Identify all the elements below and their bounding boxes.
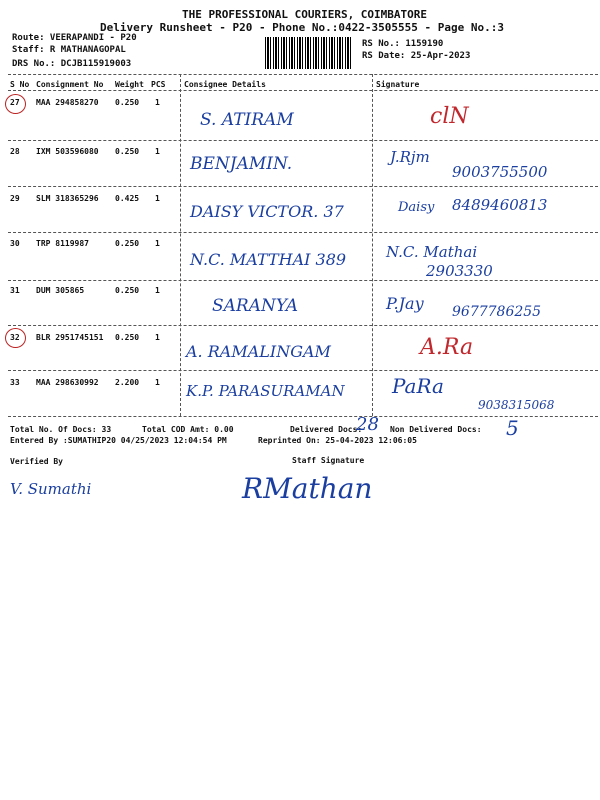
- consignee-name: K.P. PARASURAMAN: [186, 382, 345, 400]
- phone-number: 9003755500: [452, 163, 548, 181]
- row-weight: 0.425: [115, 194, 140, 203]
- row-pcs: 1: [155, 286, 160, 295]
- signature: PaRa: [392, 374, 444, 398]
- col-weight: Weight: [115, 80, 144, 89]
- phone-number: 8489460813: [452, 196, 548, 214]
- circle-mark: [5, 328, 26, 348]
- verified-by-label: Verified By: [10, 457, 63, 466]
- row-sno: 28: [10, 147, 20, 156]
- total-docs: Total No. Of Docs: 33: [10, 425, 112, 434]
- staff-signature-label: Staff Signature: [292, 456, 365, 465]
- row-pcs: 1: [155, 378, 160, 387]
- row-consignment: MAA 298630992: [36, 378, 99, 387]
- consignee-name: S. ATIRAM: [200, 110, 294, 130]
- row-consignment: BLR 2951745151: [36, 333, 104, 342]
- col-pcs: PCS: [151, 80, 166, 89]
- row-consignment: TRP 8119987: [36, 239, 89, 248]
- signature: A.Ra: [420, 335, 474, 360]
- circle-mark: [5, 94, 26, 114]
- signature: P.Jay: [386, 294, 424, 313]
- reprinted-on: Reprinted On: 25-04-2023 12:06:05: [258, 436, 417, 445]
- row-weight: 0.250: [115, 239, 140, 248]
- row-weight: 0.250: [115, 147, 140, 156]
- row-sno: 33: [10, 378, 20, 387]
- consignee-name: A. RAMALINGAM: [186, 342, 331, 361]
- delivered-docs-value: 28: [356, 414, 379, 435]
- row-pcs: 1: [155, 98, 160, 107]
- row-pcs: 1: [155, 194, 160, 203]
- signature: N.C. Mathai: [386, 243, 478, 261]
- row-pcs: 1: [155, 333, 160, 342]
- verified-signature: V. Sumathi: [10, 480, 92, 498]
- rs-date: RS Date: 25-Apr-2023: [362, 51, 471, 61]
- signature: J.Rjm: [390, 148, 430, 166]
- row-sno: 27: [10, 98, 20, 107]
- row-weight: 2.200: [115, 378, 140, 387]
- signature: clN: [430, 104, 469, 129]
- row-weight: 0.250: [115, 333, 140, 342]
- non-delivered-docs-value: 5: [506, 416, 519, 440]
- entered-by: Entered By :SUMATHIP20 04/25/2023 12:04:54 PM: [10, 436, 227, 445]
- consignee-name: DAISY VICTOR. 37: [190, 202, 344, 221]
- row-consignment: MAA 294858270: [36, 98, 99, 107]
- col-signature: Signature: [376, 80, 420, 89]
- row-sno: 29: [10, 194, 20, 203]
- staff-label: Staff: R MATHANAGOPAL: [12, 45, 126, 55]
- row-consignment: IXM 503596080: [36, 147, 99, 156]
- row-weight: 0.250: [115, 286, 140, 295]
- phone-number: 2903330: [426, 262, 493, 280]
- consignee-name: N.C. MATTHAI 389: [190, 250, 347, 269]
- consignee-name: BENJAMIN.: [190, 154, 293, 174]
- row-sno: 32: [10, 333, 20, 342]
- company-title: THE PROFESSIONAL COURIERS, COIMBATORE: [182, 8, 428, 21]
- runsheet-subtitle: Delivery Runsheet - P20 - Phone No.:0422-3505555 - Page No.:3: [100, 21, 504, 34]
- delivered-docs-label: Delivered Docs:: [290, 425, 363, 434]
- consignee-name: SARANYA: [212, 296, 299, 316]
- row-consignment: SLM 318365296: [36, 194, 99, 203]
- col-sno: S No: [10, 80, 30, 89]
- non-delivered-docs-label: Non Delivered Docs:: [390, 425, 482, 434]
- row-pcs: 1: [155, 239, 160, 248]
- rs-number: RS No.: 1159190: [362, 39, 444, 49]
- row-pcs: 1: [155, 147, 160, 156]
- col-consignment: Consignment No: [36, 80, 104, 89]
- row-consignment: DUM 305865: [36, 286, 85, 295]
- barcode-image: [265, 37, 353, 69]
- row-sno: 31: [10, 286, 20, 295]
- row-weight: 0.250: [115, 98, 140, 107]
- route-label: Route: VEERAPANDI - P20: [12, 33, 137, 43]
- col-consignee: Consignee Details: [184, 80, 266, 89]
- row-sno: 30: [10, 239, 20, 248]
- phone-number: 9038315068: [478, 398, 555, 412]
- drs-number: DRS No.: DCJB115919003: [12, 59, 132, 69]
- staff-signature: RMathan: [242, 472, 373, 505]
- total-cod: Total COD Amt: 0.00: [142, 425, 234, 434]
- signature: Daisy: [398, 200, 435, 215]
- phone-number: 9677786255: [452, 304, 542, 320]
